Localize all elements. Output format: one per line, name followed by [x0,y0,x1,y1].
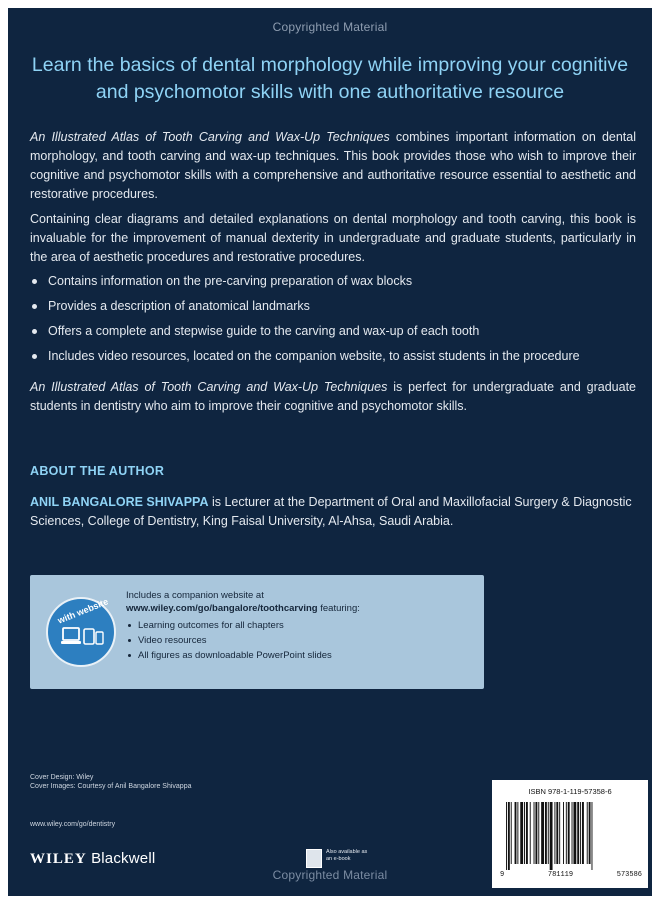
description-paragraph-2: Containing clear diagrams and detailed explanations on dental morphology and tooth carving, this book is invaluable for the improvement of manual dexterity in undergraduate and graduate students, particularly in the area of aesthetic procedures and restorative procedures. [30,212,636,264]
barcode-bar [548,802,549,864]
bullet-icon [128,639,131,642]
list-item-text: Offers a complete and stepwise guide to the carving and wax-up of each tooth [48,324,480,338]
bullet-icon [32,304,37,309]
barcode-bar [515,802,517,864]
author-bio [30,493,636,531]
ebook-badge [306,848,370,868]
companion-feature-list [128,619,332,664]
list-item [30,347,640,371]
watermark-top: Copyrighted Material [272,20,388,34]
barcode-panel [492,780,648,888]
cover-design-credit: Cover Design: Wiley [30,774,94,781]
companion-intro-line: Includes a companion website at [126,590,264,601]
isbn-label: ISBN 978-1-119-57358-6 [528,787,612,796]
list-item-text: Contains information on the pre-carving preparation of wax blocks [48,274,413,288]
barcode-bar [563,802,564,864]
barcode-bar [517,802,518,864]
barcode-bar [545,802,547,864]
barcode-bar [508,802,510,870]
dentistry-url[interactable]: www.wiley.com/go/dentistry [30,821,116,828]
barcode-bar [589,802,591,864]
headline: Learn the basics of dental morphology while improving your cognitive and psychomotor skills with one authoritative resource [31,54,629,103]
list-item [128,619,332,634]
barcode-bar [580,802,581,864]
list-item-text: Video resources [138,635,207,646]
about-author-heading: ABOUT THE AUTHOR [30,464,165,478]
barcode-bar [538,802,539,864]
list-item-text: Provides a description of anatomical landmarks [48,299,310,313]
barcode-digit-group: 573586 [616,871,642,879]
companion-featuring: featuring: [317,603,360,614]
list-item [30,272,640,296]
list-item [128,649,332,664]
barcode-bar [534,802,535,864]
list-item-text: All figures as downloadable PowerPoint slides [138,650,332,661]
barcode-image [504,802,636,870]
barcode-digit-group: 781119 [547,871,574,879]
publisher-logo [30,850,155,868]
author-bio-text: is Lecturer at the Department of Oral and Maxillofacial Surgery & Diagnostic Sciences, College of Dentistry, King Faisal University, Al-Ahsa, Saudi Arabia. [30,495,632,528]
watermark-bottom: Copyrighted Material [272,868,388,882]
bullet-icon [32,279,37,284]
barcode-digits [500,871,642,879]
book-title: An Illustrated Atlas of Tooth Carving and Wax-Up Techniques [30,130,390,144]
bullet-icon [32,354,37,359]
bullet-icon [32,329,37,334]
author-name: ANIL BANGALORE SHIVAPPA [30,495,209,509]
barcode-bar [577,802,579,864]
back-cover [8,8,652,896]
devices-icon [60,625,106,651]
list-item-text: Learning outcomes for all chapters [138,620,284,631]
barcode-bar [506,802,507,870]
companion-url[interactable]: www.wiley.com/go/bangalore/toothcarving [126,603,318,614]
description-paragraph-3 [30,378,636,416]
barcode-bar [582,802,584,864]
barcode-bar [573,802,576,864]
list-item [128,634,332,649]
paragraph-3-text: is perfect for undergraduate and graduate students in dentistry who aim to improve their cognitive and psychomotor skills. [30,380,637,413]
companion-website-box [30,575,484,689]
barcode-bar [530,802,531,864]
barcode-bar [554,802,555,864]
barcode-bar [572,802,573,864]
list-item [30,297,640,321]
feature-list [30,272,640,372]
barcode-bar [568,802,570,864]
barcode-bar [559,802,560,864]
bullet-icon [128,654,131,657]
barcode-bar [556,802,558,864]
ebook-icon [306,849,322,868]
book-title: An Illustrated Atlas of Tooth Carving and Wax-Up Techniques [30,380,388,394]
barcode-bar [524,802,525,864]
barcode-bar [550,802,553,870]
wiley-wordmark: WILEY [30,851,87,867]
description-paragraph-1 [30,128,636,204]
bullet-icon [128,624,131,627]
badge-label: with website [56,596,110,626]
barcode-bar [511,802,512,864]
barcode-digit-group: 9 [500,871,505,879]
ebook-label: Also available as an e-book [326,849,368,862]
barcode-bar [526,802,528,864]
barcode-bar [520,802,523,864]
imprint-name: Blackwell [91,850,156,867]
barcode-bar [587,802,588,864]
barcode-bar [566,802,567,864]
barcode-bar [541,802,544,864]
barcode-bar [592,802,593,870]
companion-intro [126,589,476,615]
cover-credits [30,773,191,791]
cover-images-credit: Cover Images: Courtesy of Anil Bangalore Shivappa [30,783,192,790]
with-website-badge [46,597,116,667]
list-item-text: Includes video resources, located on the companion website, to assist students in the procedure [48,349,580,363]
list-item [30,322,640,346]
paragraph-1-text: combines important information on dental morphology, and tooth carving and wax-up techniques. This book provides those who wish to improve their cognitive and psychomotor skills with a comprehensive and authoritative resource essential to aesthetic and restorative procedures. [30,130,637,201]
barcode-bar [535,802,537,864]
